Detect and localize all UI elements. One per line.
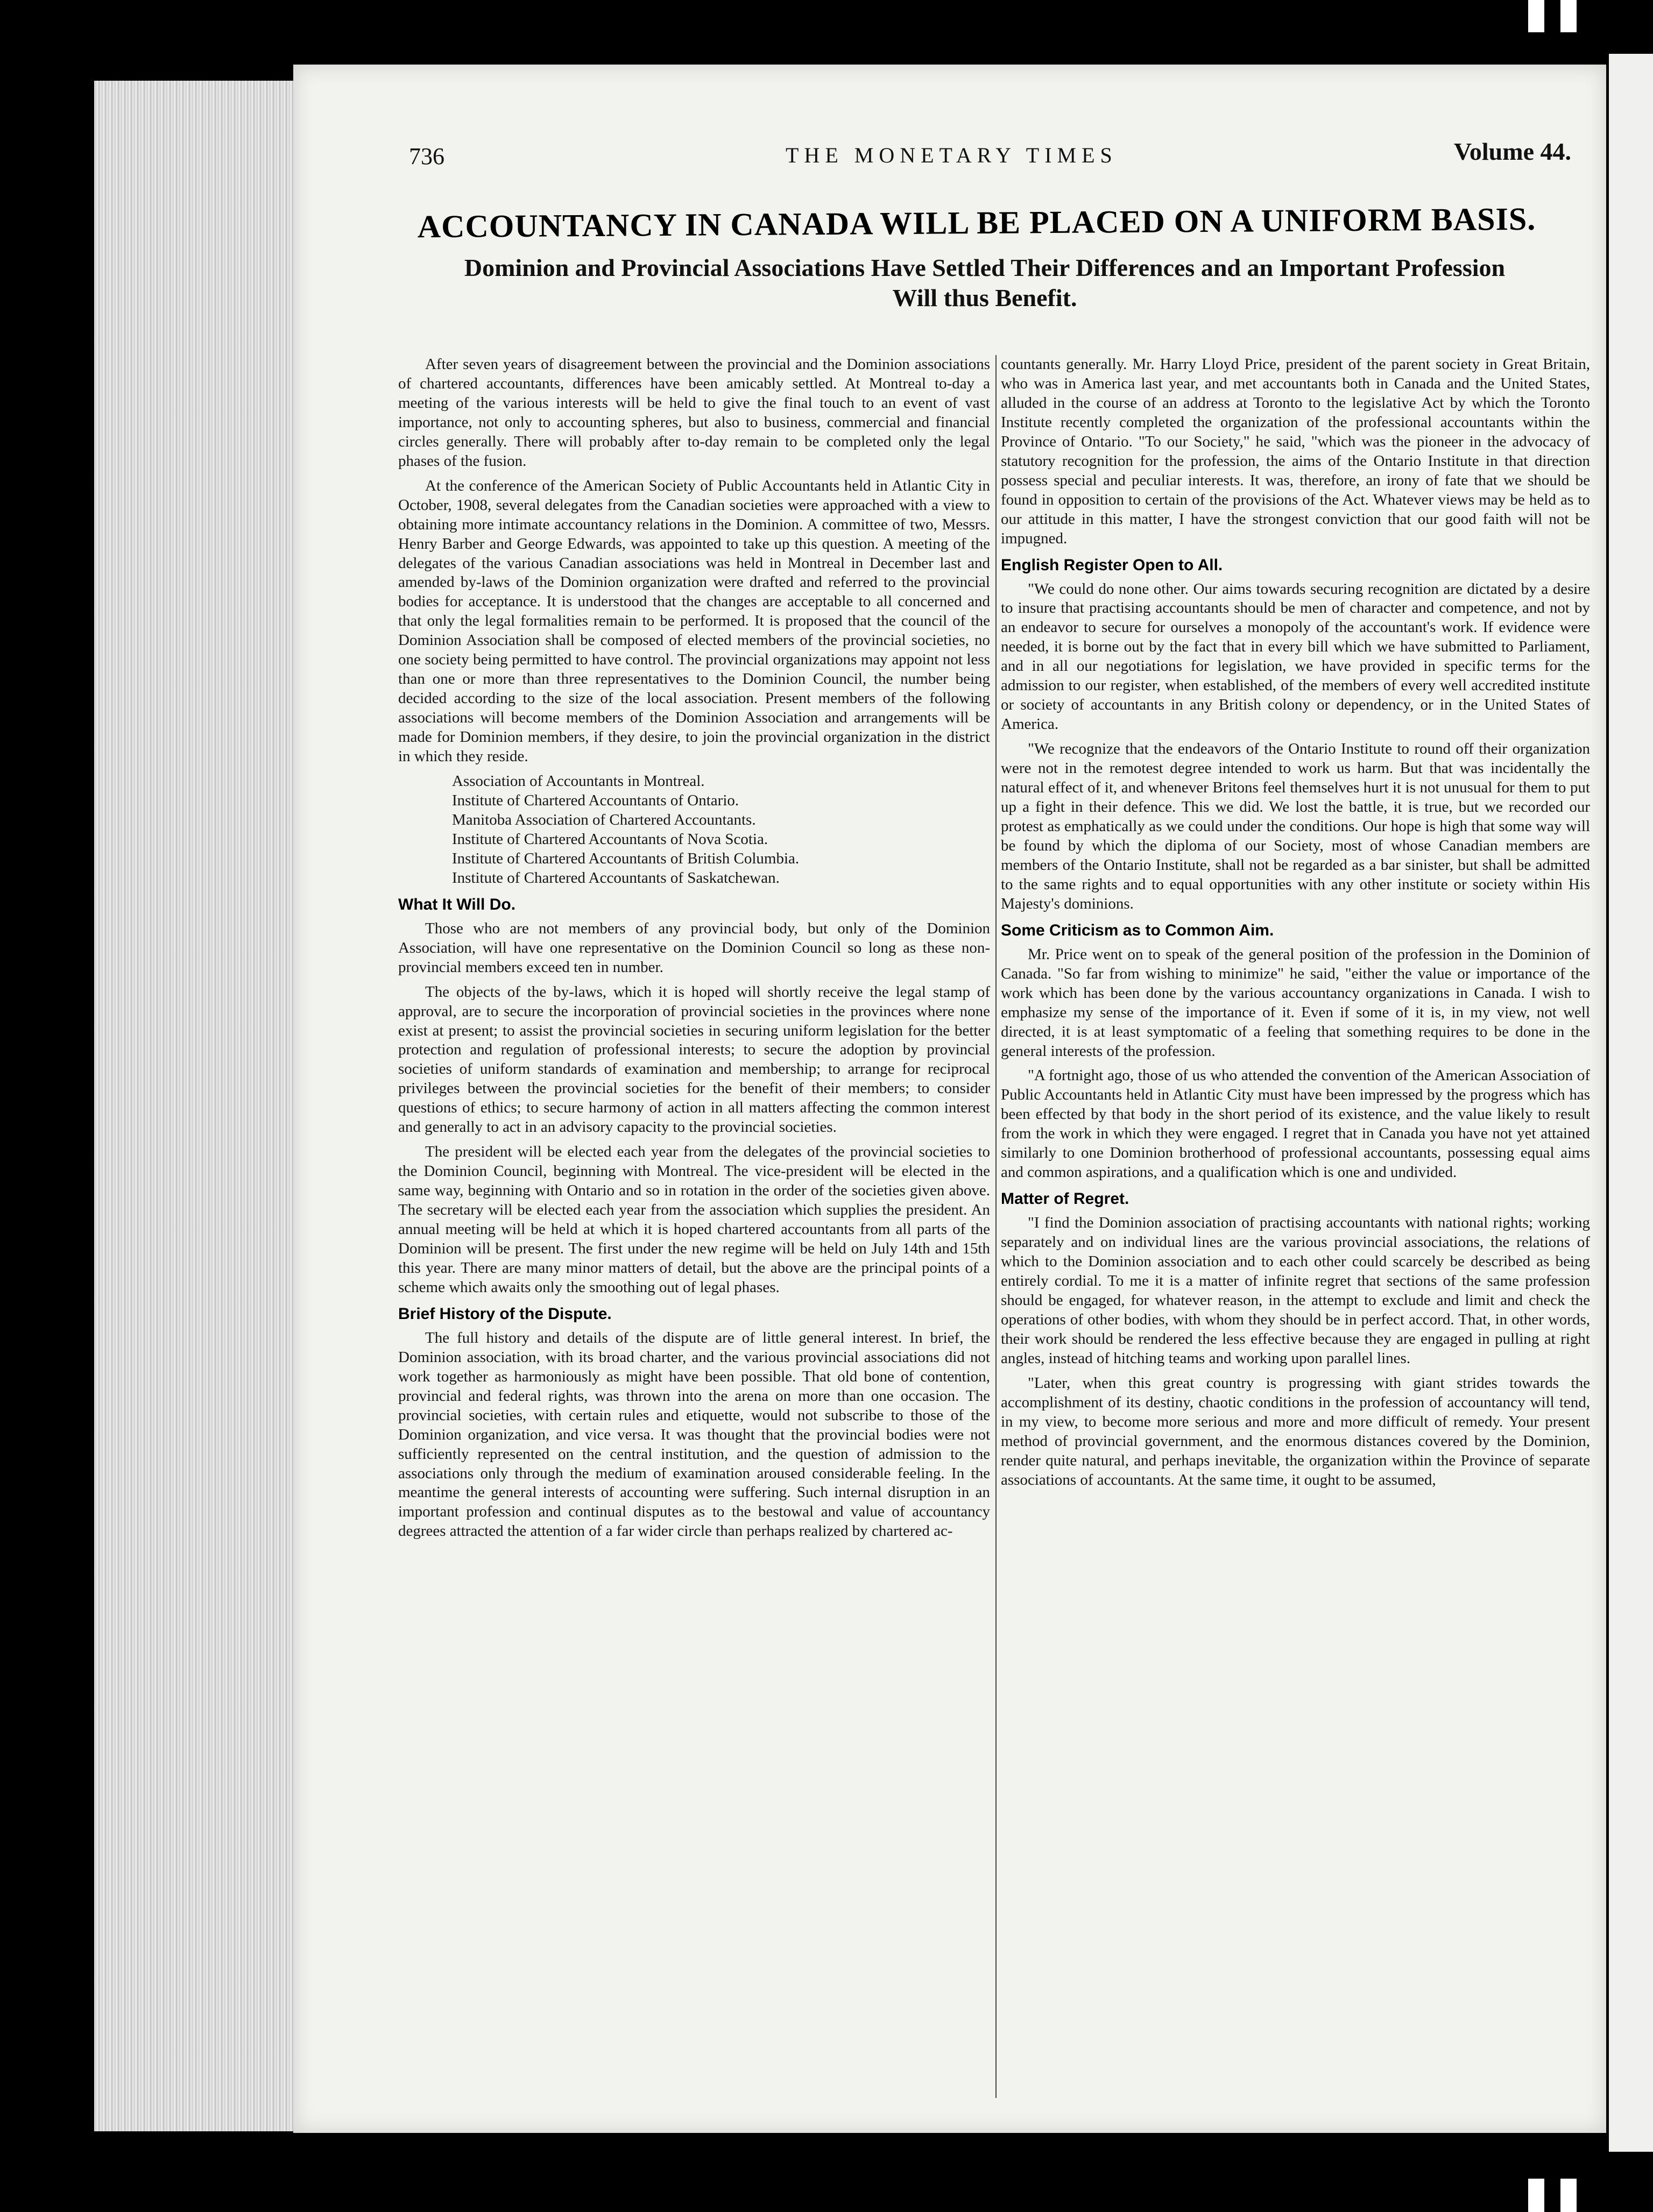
section-heading: Matter of Regret. (1001, 1190, 1129, 1208)
section-heading: Some Criticism as to Common Aim. (1001, 921, 1274, 939)
associations-list (398, 772, 990, 888)
section-heading: Brief History of the Dispute. (398, 1304, 612, 1323)
right-column (1001, 355, 1590, 1495)
book-page-edges (94, 81, 296, 2131)
paragraph: "Later, when this great country is progressing with giant strides towards the accomplishment of its destiny, chaotic conditions in the profession of accountancy will tend, in my view, to become more serious and more and more difficult of remedy. Your present method of provincial government, and the enormous distances covered by the Dominion, render quite natural, and perhaps inevitable, the organization within the Province of separate associations of accountants. At the same time, it ought to be assumed, (1001, 1374, 1590, 1488)
list-item: Manitoba Association of Chartered Accountants. (452, 811, 756, 828)
facing-page-sliver (1609, 54, 1653, 2152)
list-item: Institute of Chartered Accountants of Ontario. (452, 791, 739, 809)
page-number: 736 (409, 143, 444, 169)
article-headline: ACCOUNTANCY IN CANADA WILL BE PLACED ON A UNIFORM BASIS. (417, 201, 1536, 245)
list-item: Institute of Chartered Accountants of British Columbia. (452, 849, 800, 867)
volume-label: Volume 44. (1453, 138, 1571, 165)
paragraph: Mr. Price went on to speak of the general position of the profession in the Dominion of Canada. "So far from wishing to minimize" he said, "either the value or importance of the work which has been done by the various accountancy organizations in Canada. I wish to emphasize my sense of the importance of it. Even if some of it is, in my view, not well directed, it is at least symptomatic of a feeling that something requires to be done in the general interests of the profession. (1001, 945, 1590, 1060)
paragraph: "A fortnight ago, those of us who attended the convention of the American Association of Public Accountants held in Atlantic City must have been impressed by the progress which has been effected by that body in the short period of its existence, and the value likely to result from the work in which they were engaged. I regret that in Canada you have not yet attained similarly to one Dominion brotherhood of professional accountants, possessing equal aims and common aspirations, and a qualification which is one and undivided. (1001, 1067, 1590, 1181)
paragraph: "We recognize that the endeavors of the Ontario Institute to round off their organization were not in the remotest degree intended to work us harm. But that was incidentally the natural effect of it, and whenever Britons feel themselves hurt it is not unusual for them to put up a fight in their defence. This we did. We lost the battle, it is true, but we recorded our protest as emphatically as we could under the conditions. Our hope is high that some way will be found by which the diploma of our Society, most of whose Canadian members are members of the Ontario Institute, shall not be regarded as a bar sinister, but shall be admitted to the same rights and to equal opportunities with any other institute or society within His Majesty's dominions. (1001, 740, 1590, 912)
section-heading: What It Will Do. (398, 895, 516, 913)
list-item: Institute of Chartered Accountants of Nova Scotia. (452, 830, 768, 848)
paragraph: The full history and details of the dispute are of little general interest. In brief, the Dominion association, with its broad charter, and the various provincial associations did not work together as harmoniously as might have been possible. That old bone of contention, provincial and federal rights, was thrown into the arena on more than one occasion. The provincial societies, with certain rules and etiquette, would not subscribe to those of the Dominion organization, and vice versa. It was thought that the provincial bodies were not sufficiently represented on the central institution, and the question of admission to the associations only through the medium of examination aroused considerable feeling. In the meantime the general interests of accounting were suffering. Such internal disruption in an important profession and continual disputes as to the bestowal and value of accountancy degrees attracted the attention of a far wider circle than perhaps realized by chartered ac- (398, 1329, 990, 1540)
section-heading: English Register Open to All. (1001, 556, 1223, 574)
list-item: Institute of Chartered Accountants of Saskatchewan. (452, 869, 780, 887)
paragraph: After seven years of disagreement between the provincial and the Dominion associations of chartered accountants, differences have been amicably settled. At Montreal to-day a meeting of the various interests will be held to give the final touch to an event of vast importance, not only to accounting spheres, but also to business, commercial and financial circles generally. There will probably after to-day remain to be completed only the legal phases of the fusion. (398, 356, 990, 470)
column-rule (995, 355, 997, 2098)
paragraph: "We could do none other. Our aims towards securing recognition are dictated by a desire to insure that practising accountants should be men of character and competence, and not by an endeavor to secure for ourselves a monopoly of the accountant's work. If evidence were needed, it is borne out by the fact that in every bill which we have submitted to Parliament, and in all our negotiations for legislation, we have provided in specific terms for the admission to our register, when established, of the members of every well accredited institute or society of accountants in any British colony or dependency, or in the United States of America. (1001, 580, 1590, 733)
left-column (398, 355, 990, 1547)
film-mark (1528, 0, 1544, 32)
page-header (409, 137, 1571, 175)
paragraph: Those who are not members of any provincial body, but only of the Dominion Association, will have one representative on the Dominion Council so long as these non-provincial members exceed ten in number. (398, 919, 990, 976)
article-subheadline: Dominion and Provincial Associations Have Settled Their Differences and an Important Profession Will thus Benefit. (464, 254, 1506, 311)
film-mark (1528, 2179, 1544, 2212)
list-item: Association of Accountants in Montreal. (452, 772, 705, 790)
running-head: THE MONETARY TIMES (786, 143, 1118, 167)
paragraph: The objects of the by-laws, which it is hoped will shortly receive the legal stamp of approval, are to secure the incorporation of provincial societies in the provinces where none exist at present; to assist the provincial societies in securing uniform legislation for the better protection and regulation of professional interests; to secure the adoption by provincial societies of uniform standards of examination and membership; to arrange for reciprocal privileges between the provincial societies for the benefit of their members; to consider questions of ethics; to secure harmony of action in all matters affecting the common interest and generally to act in an advisory capacity to the provincial societies. (398, 983, 990, 1136)
paragraph: countants generally. Mr. Harry Lloyd Price, president of the parent society in Great Britain, who was in America last year, and met accountants both in Canada and the United States, alluded in the course of an address at Toronto to the legislative Act by which the Toronto Institute recently completed the organization of the professional accountants within the Province of Ontario. "To our Society," he said, "which was the pioneer in the advocacy of statutory recognition for the profession, the aims of the Ontario Institute in that direction possess special and peculiar interests. It was, therefore, an irony of fate that we should be found in opposition to certain of the provisions of the Act. Whatever views may be held as to our attitude in this matter, I have the strongest conviction that our good faith will not be impugned. (1001, 356, 1590, 547)
film-mark (1560, 2179, 1577, 2212)
paragraph: The president will be elected each year from the delegates of the provincial societies to the Dominion Council, beginning with Montreal. The vice-president will be elected in the same way, beginning with Ontario and so in rotation in the order of the societies given above. The secretary will be elected each year from the association which supplies the president. An annual meeting will be held at which it is hoped chartered accountants from all parts of the Dominion will be present. The first under the new regime will be held on July 14th and 15th this year. There are many minor matters of detail, but the above are the principal points of a scheme which awaits only the smoothing out of legal phases. (398, 1143, 990, 1296)
paragraph: "I find the Dominion association of practising accountants with national rights; working separately and on individual lines are the various provincial associations, the relations of which to the Dominion association and to each other could scarcely be described as being entirely cordial. To me it is a matter of infinite regret that sections of the same profession should be engaged, for whatever reason, in the attempt to exclude and limit and check the operations of other bodies, with whom they should be in perfect accord. That, in other words, their work should be rendered the less effective because they are engaged in pulling at right angles, instead of hitching teams and working upon parallel lines. (1001, 1214, 1590, 1367)
film-mark (1560, 0, 1577, 32)
paragraph: At the conference of the American Society of Public Accountants held in Atlantic City in October, 1908, several delegates from the Canadian societies were approached with a view to obtaining more intimate accountancy relations in the Dominion. A committee of two, Messrs. Henry Barber and George Edwards, was appointed to take up this question. A meeting of the delegates of the various Canadian associations was held in Montreal in December last and amended by-laws of the Dominion organization were drafted and referred to the provincial bodies for acceptance. It is understood that the changes are acceptable to all concerned and that only the legal formalities remain to be performed. It is proposed that the council of the Dominion Association shall be composed of elected members of the provincial societies, no one society being permitted to have control. The provincial organizations may appoint not less than one or more than three representatives to the Dominion Council, the number being decided according to the size of the local association. Present members of the following associations will become members of the Dominion Association and arrangements will be made for Dominion members, if they desire, to join the provincial organization in the district in which they reside. (398, 477, 990, 765)
